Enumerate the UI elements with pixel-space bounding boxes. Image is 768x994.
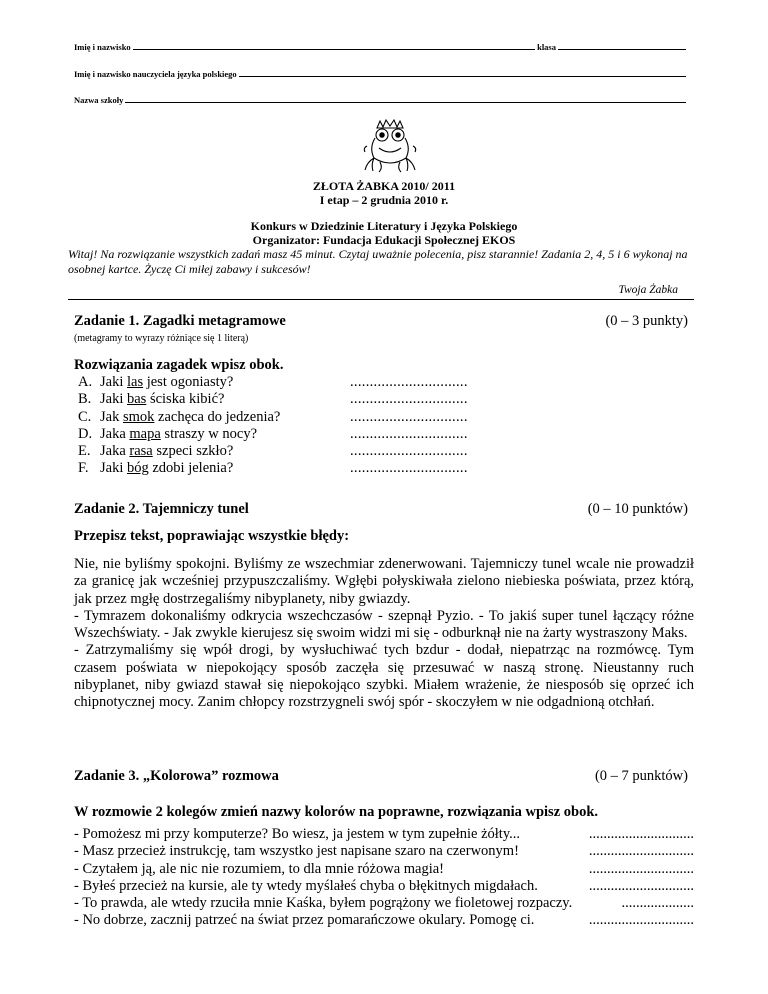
answer-blank[interactable]: ............................. xyxy=(588,843,694,860)
task3-title: Zadanie 3. „Kolorowa” rozmowa xyxy=(74,768,279,784)
dialogue-list xyxy=(74,826,694,930)
riddle-item xyxy=(78,391,468,408)
riddle-question: Jaka mapa straszy w nocy? xyxy=(100,425,258,442)
contest-stage: I etap – 2 grudnia 2010 r. xyxy=(319,193,449,207)
dialogue-text: - No dobrze, zacznij patrzeć na świat przez pomarańczowe okulary. Pomogę ci. xyxy=(74,912,535,929)
dialogue-line xyxy=(74,895,694,912)
riddle-item xyxy=(78,426,468,443)
task2-instruction: Przepisz tekst, poprawiając wszystkie błędy: xyxy=(74,528,350,544)
signature: Twoja Żabka xyxy=(618,284,678,296)
task2-paragraph: - Zatrzymaliśmy się wpół drogi, by wysłuchiwać tych bzdur - dodał, niepatrząc na rozmówcę. Tym czasem poświata w niepokojący sposób zaczęła się przesuwać w naszą stronę. Nieustanny ruch nibyplanet, niby gwiazd stawał się niepokojąco szybki. Miałem wrażenie, że niesposób się oprzeć ich chipnotycznej mocy. Zanim chłopcy rozstrzygneli swój spór - skoczyłem w nie odgadnioną otchłań. xyxy=(74,642,694,711)
contest-title: ZŁOTA ŻABKA 2010/ 2011 xyxy=(312,179,456,193)
class-line[interactable] xyxy=(558,48,686,50)
school-label: Nazwa szkoły xyxy=(74,95,124,105)
answer-blank[interactable]: .............................. xyxy=(350,425,468,442)
riddle-letter: D. xyxy=(78,425,93,442)
riddle-question: Jaki las jest ogoniasty? xyxy=(100,374,234,390)
riddle-letter: C. xyxy=(78,408,92,425)
answer-blank[interactable]: .............................. xyxy=(350,408,468,425)
riddle-item xyxy=(78,374,468,391)
task2-paragraph: Nie, nie byliśmy spokojni. Byliśmy ze wszechmiar zdenerwowani. Tajemniczy tunel wcale nie prowadził za granicę jak wcześniej przypuszczaliśmy. Wgłębi połyskiwała zielono niebieska poświata, przez którą, jak przez mgłę dostrzegaliśmy nibyplanety, niby gwiazdy. xyxy=(74,556,694,607)
answer-blank[interactable]: ............................. xyxy=(588,877,694,894)
dialogue-text: - To prawda, ale wtedy rzuciła mnie Kaśka, byłem pogrążony we fioletowej rozpaczy. xyxy=(74,895,573,912)
riddle-item xyxy=(78,443,468,460)
contest-organizer: Organizator: Fundacja Edukacji Społecznej EKOS xyxy=(252,233,516,247)
answer-blank[interactable]: ............................. xyxy=(588,826,694,842)
task2-paragraph: - Tymrazem dokonaliśmy odkrycia wszechczasów - szepnął Pyzio. - To jakiś super tunel łączący różne Wszechświaty. - Jak zwykle kierujesz się swoim widzi mi się - odburknął nie na żarty wystraszony Maks. xyxy=(74,607,694,642)
school-line[interactable] xyxy=(125,101,686,103)
answer-blank[interactable]: .............................. xyxy=(350,443,468,460)
contest-field: Konkurs w Dziedzinie Literatury i Języka Polskiego xyxy=(250,219,518,233)
riddle-list xyxy=(78,374,468,478)
dialogue-line xyxy=(74,826,694,843)
dialogue-text: - Masz przecież instrukcję, tam wszystko jest napisane szaro na czerwonym! xyxy=(74,843,519,860)
name-field-row xyxy=(74,42,688,52)
answer-blank[interactable]: .............................. xyxy=(350,460,468,477)
frog-logo-icon xyxy=(361,118,419,174)
riddle-question: Jaka rasa szpeci szkło? xyxy=(100,443,234,460)
dialogue-text: - Byłeś przecież na kursie, ale ty wtedy myślałeś chyba o błękitnych migdałach. xyxy=(74,877,538,894)
task3-points: (0 – 7 punktów) xyxy=(594,768,688,784)
task1-points: (0 – 3 punkty) xyxy=(605,313,688,329)
dialogue-line xyxy=(74,878,694,895)
answer-blank[interactable]: .................... xyxy=(621,895,694,912)
answer-blank[interactable]: .............................. xyxy=(350,374,468,390)
dialogue-line xyxy=(74,861,694,878)
dialogue-line xyxy=(74,912,694,929)
task2-points: (0 – 10 punktów) xyxy=(587,501,688,517)
intro-text: Witaj! Na rozwiązanie wszystkich zadań masz 45 minut. Czytaj uważnie polecenia, pisz starannie! Zadania 2, 4, 5 i 6 wykonaj na osobnej kartce. Życzę Ci miłej zabawy i sukcesów! xyxy=(68,247,688,276)
riddle-question: Jaki bas ściska kibić? xyxy=(100,391,225,408)
riddle-letter: F. xyxy=(78,460,89,477)
name-line[interactable] xyxy=(133,48,535,50)
task2-text xyxy=(74,556,694,712)
task1-title: Zadanie 1. Zagadki metagramowe xyxy=(74,313,286,329)
divider-line xyxy=(68,299,694,300)
task2-title: Zadanie 2. Tajemniczy tunel xyxy=(74,501,249,517)
teacher-field-row xyxy=(74,69,688,79)
dialogue-text: - Czytałem ją, ale nic nie rozumiem, to dla mnie różowa magia! xyxy=(74,860,445,877)
school-field-row xyxy=(74,95,688,105)
dialogue-text: - Pomożesz mi przy komputerze? Bo wiesz, ja jestem w tym zupełnie żółty... xyxy=(74,826,521,842)
riddle-item xyxy=(78,460,468,477)
answer-blank[interactable]: ............................. xyxy=(588,912,694,929)
task1-instruction: Rozwiązania zagadek wpisz obok. xyxy=(74,357,284,373)
dialogue-line xyxy=(74,843,694,860)
teacher-line[interactable] xyxy=(239,75,686,77)
riddle-item xyxy=(78,409,468,426)
riddle-letter: E. xyxy=(78,443,91,460)
riddle-letter: B. xyxy=(78,391,92,408)
name-label: Imię i nazwisko xyxy=(74,42,131,52)
teacher-label: Imię i nazwisko nauczyciela języka polskiego xyxy=(74,69,237,79)
riddle-question: Jak smok zachęca do jedzenia? xyxy=(100,408,281,425)
riddle-question: Jaki bóg zdobi jelenia? xyxy=(100,460,234,477)
riddle-letter: A. xyxy=(78,374,93,390)
answer-blank[interactable]: .............................. xyxy=(350,391,468,408)
task1-note: (metagramy to wyrazy różniące się 1 literą) xyxy=(74,333,249,344)
answer-blank[interactable]: ............................. xyxy=(588,860,694,877)
class-label: klasa xyxy=(537,42,556,52)
task3-instruction: W rozmowie 2 kolegów zmień nazwy kolorów na poprawne, rozwiązania wpisz obok. xyxy=(74,804,599,820)
